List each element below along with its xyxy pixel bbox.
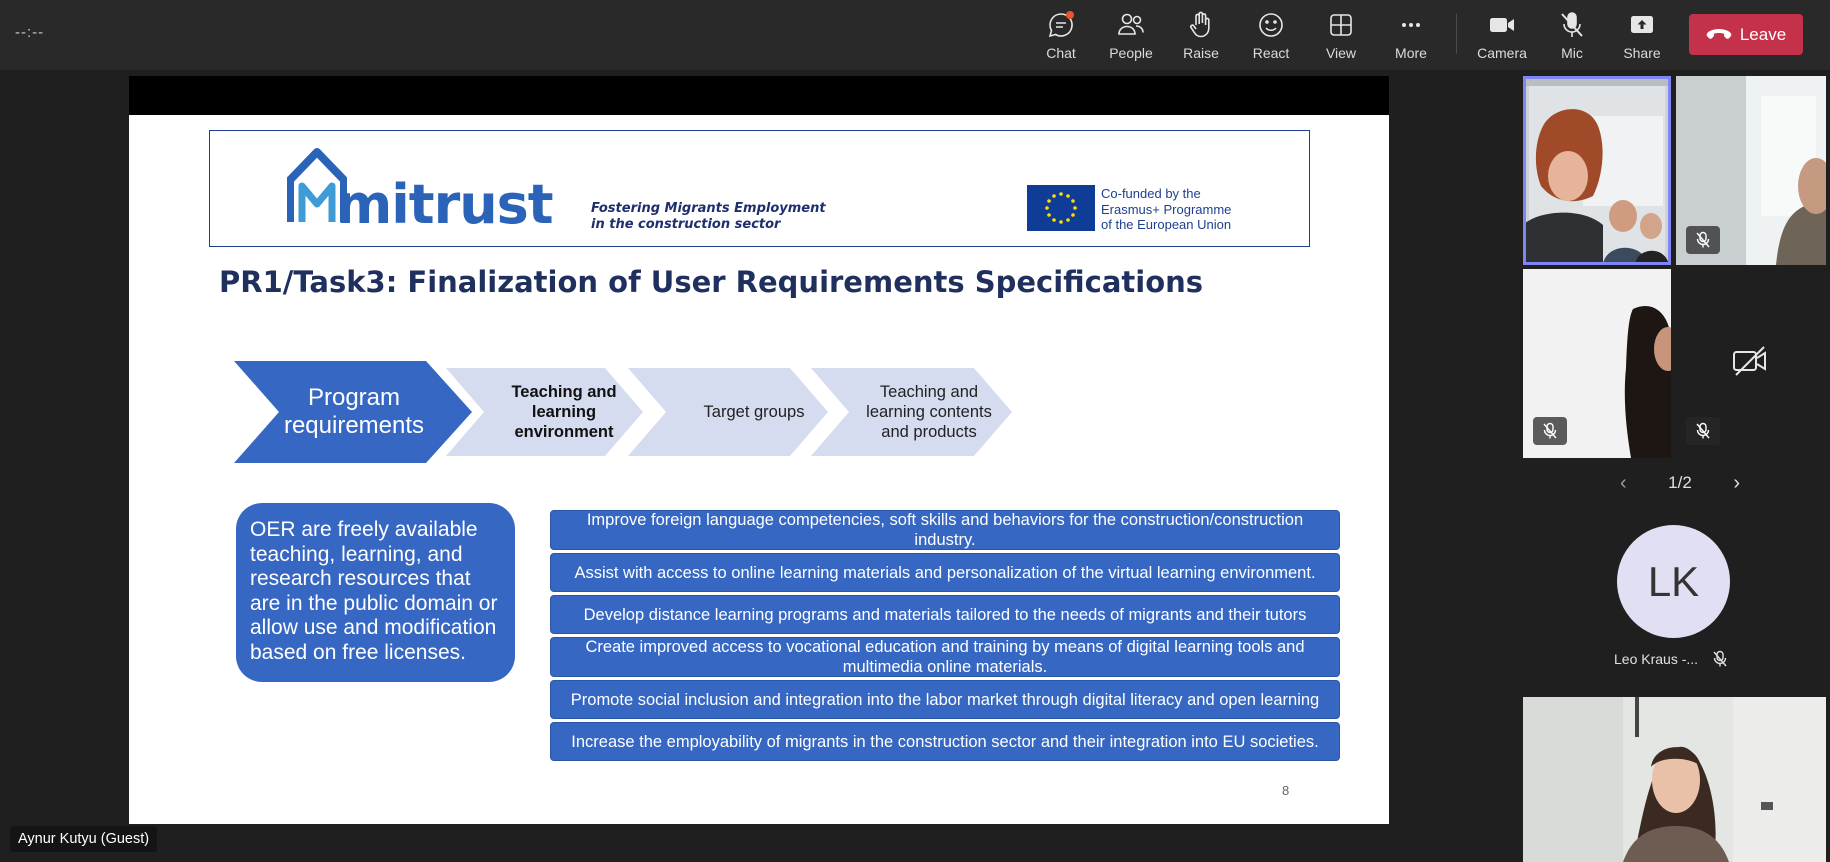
step-label-target-groups: Target groups: [703, 402, 805, 421]
step-label-teaching-environment: Teaching and learning environment: [511, 383, 617, 441]
view-label: View: [1325, 45, 1357, 61]
eu-line-3: of the European Union: [1101, 217, 1232, 232]
participant-video-tile[interactable]: [1676, 269, 1826, 458]
chat-button[interactable]: [1028, 8, 1094, 64]
more-button[interactable]: [1378, 8, 1444, 64]
step-label-program-requirements: Program requirements: [283, 384, 425, 439]
share-icon: [1627, 10, 1657, 40]
video-off-icon: [1732, 345, 1768, 377]
meeting-timer: --:--: [15, 24, 45, 41]
previous-page-chevron-icon[interactable]: ‹: [1620, 471, 1627, 494]
leave-label: Leave: [1739, 24, 1787, 44]
gallery-pager: [1620, 470, 1740, 496]
people-label: People: [1109, 45, 1153, 61]
camera-button[interactable]: [1469, 8, 1535, 64]
logo-text: mitrust: [336, 173, 553, 236]
goal-item: Promote social inclusion and integration into the labor market through digital literacy and open learning: [550, 680, 1340, 719]
chat-notification-dot: [1066, 11, 1074, 19]
presentation-slide: [129, 115, 1389, 824]
more-label: More: [1395, 45, 1427, 61]
eu-flag-icon: [1027, 185, 1095, 231]
project-tagline: [591, 201, 826, 233]
eu-cofunding-text: [1101, 186, 1231, 233]
shared-screen: [129, 76, 1389, 824]
video-feed-image: [1523, 697, 1826, 862]
goal-item: Create improved access to vocational education and training by means of digital learning tools and multimedia online materials.: [550, 637, 1340, 677]
goal-item: Improve foreign language competencies, soft skills and behaviors for the construction/construction industry.: [550, 510, 1340, 550]
slide-page-number: 8: [1282, 783, 1290, 798]
react-button[interactable]: [1238, 8, 1304, 64]
step-label-contents-products: Teaching and learning contents and products: [866, 383, 992, 441]
participant-video-tile[interactable]: [1676, 76, 1826, 265]
react-label: React: [1252, 45, 1290, 61]
tagline-line-2: in the construction sector: [591, 217, 781, 232]
raise-hand-button[interactable]: [1168, 8, 1234, 64]
eu-line-2: Erasmus+ Programme: [1101, 201, 1232, 217]
participant-muted-indicator: [1533, 417, 1567, 445]
view-icon: [1326, 10, 1356, 40]
participant-video-tile[interactable]: [1523, 269, 1671, 458]
slide-title: PR1/Task3: Finalization of User Requirements Specifications: [219, 265, 1204, 299]
goal-item: Assist with access to online learning materials and personalization of the virtual learning environment.: [550, 553, 1340, 592]
chat-label: Chat: [1046, 45, 1076, 61]
goal-item: Develop distance learning programs and materials tailored to the needs of migrants and their tutors: [550, 595, 1340, 634]
camera-icon: [1487, 10, 1517, 40]
chat-icon: [1028, 10, 1094, 40]
phone-hangup-icon: [1706, 28, 1732, 42]
self-video-tile[interactable]: [1523, 697, 1826, 862]
tagline-line-1: Fostering Migrants Employment: [591, 201, 826, 216]
mic-label: Mic: [1561, 45, 1583, 61]
participant-avatar[interactable]: LK: [1617, 525, 1730, 638]
mic-off-icon: [1542, 422, 1558, 440]
leave-button[interactable]: [1689, 14, 1803, 55]
video-feed-image: [1523, 76, 1671, 265]
more-icon: [1396, 10, 1426, 40]
mic-off-icon: [1695, 422, 1711, 440]
participant-name: Leo Kraus -...: [1614, 651, 1699, 667]
gallery-page-indicator: 1/2: [1668, 473, 1692, 492]
oer-definition-box: OER are freely available teaching, learning, and research resources that are in the public domain or allow use and modification based on free licenses.: [236, 503, 515, 682]
people-button[interactable]: [1098, 8, 1164, 64]
share-label: Share: [1623, 45, 1661, 61]
react-icon: [1256, 10, 1286, 40]
goal-item: Increase the employability of migrants in the construction sector and their integration into EU societies.: [550, 722, 1340, 761]
raise-hand-icon: [1186, 10, 1216, 40]
people-icon: [1116, 10, 1146, 40]
share-button[interactable]: [1609, 8, 1675, 64]
project-banner: [209, 130, 1310, 247]
mic-off-icon: [1712, 650, 1728, 668]
raise-label: Raise: [1183, 45, 1219, 61]
mic-off-icon: [1557, 10, 1587, 40]
camera-label: Camera: [1477, 45, 1527, 61]
view-button[interactable]: [1308, 8, 1374, 64]
eu-line-1: Co-funded by the: [1101, 186, 1201, 201]
participant-muted-indicator: [1686, 417, 1720, 445]
meeting-toolbar: [0, 0, 1830, 70]
mic-button[interactable]: [1539, 8, 1605, 64]
mic-off-icon: [1695, 231, 1711, 249]
participant-video-tile[interactable]: [1523, 76, 1671, 265]
participant-muted-indicator: [1686, 226, 1720, 254]
toolbar-divider: [1456, 14, 1457, 54]
next-page-chevron-icon[interactable]: ›: [1733, 471, 1740, 494]
presenter-name-tag: Aynur Kutyu (Guest): [10, 826, 157, 852]
